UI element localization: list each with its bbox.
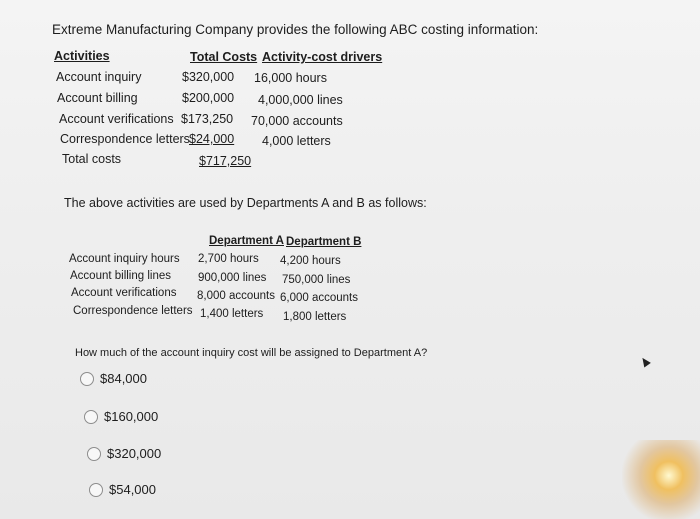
radio-button-icon[interactable] bbox=[80, 372, 94, 386]
answer-option-label: $54,000 bbox=[109, 482, 156, 497]
activity-driver: 70,000 accounts bbox=[251, 114, 343, 128]
mouse-pointer-icon bbox=[639, 356, 651, 368]
activity-driver: 16,000 hours bbox=[254, 71, 327, 85]
department-b-value: 750,000 lines bbox=[282, 274, 351, 286]
activity-name: Account inquiry bbox=[56, 70, 142, 84]
activity-driver: 4,000,000 lines bbox=[258, 93, 343, 107]
header-activities: Activities bbox=[54, 49, 110, 63]
radio-button-icon[interactable] bbox=[89, 483, 103, 497]
answer-option-label: $84,000 bbox=[100, 371, 147, 386]
answer-option[interactable] bbox=[84, 409, 158, 424]
activity-name: Correspondence letters bbox=[60, 132, 190, 146]
usage-intro-text: The above activities are used by Departments A and B as follows: bbox=[64, 196, 427, 210]
total-costs-label: Total costs bbox=[62, 152, 122, 166]
department-row-label: Account verifications bbox=[71, 287, 177, 299]
department-row-label: Account billing lines bbox=[70, 270, 172, 282]
answer-option[interactable] bbox=[80, 371, 147, 386]
answer-option-label: $320,000 bbox=[107, 446, 162, 461]
total-costs-value: $717,250 bbox=[199, 154, 252, 168]
department-b-value: 4,200 hours bbox=[280, 255, 341, 267]
department-b-value: 1,800 letters bbox=[283, 311, 347, 323]
header-activity-cost-drivers: Activity-cost drivers bbox=[262, 50, 383, 64]
radio-button-icon[interactable] bbox=[84, 410, 98, 424]
activity-cost: $24,000 bbox=[189, 132, 235, 146]
activity-name: Account verifications bbox=[59, 112, 174, 126]
activity-cost: $320,000 bbox=[182, 70, 235, 84]
activity-cost: $173,250 bbox=[181, 112, 234, 126]
activity-driver: 4,000 letters bbox=[262, 134, 331, 148]
answer-option[interactable] bbox=[89, 482, 156, 497]
answer-option[interactable] bbox=[87, 446, 161, 461]
activity-cost: $200,000 bbox=[182, 91, 235, 105]
activity-name: Account billing bbox=[57, 91, 138, 105]
header-department-b: Department B bbox=[286, 236, 362, 248]
answer-option-label: $160,000 bbox=[104, 409, 159, 424]
department-b-value: 6,000 accounts bbox=[280, 292, 359, 304]
department-row-label: Account inquiry hours bbox=[69, 253, 180, 265]
department-a-value: 1,400 letters bbox=[200, 308, 264, 320]
light-glare bbox=[622, 440, 700, 519]
department-row-label: Correspondence letters bbox=[73, 305, 193, 317]
department-a-value: 2,700 hours bbox=[198, 253, 259, 265]
department-a-value: 8,000 accounts bbox=[197, 290, 276, 302]
radio-button-icon[interactable] bbox=[87, 447, 101, 461]
question-text: How much of the account inquiry cost will be assigned to Department A? bbox=[75, 347, 428, 359]
department-a-value: 900,000 lines bbox=[198, 272, 267, 284]
header-department-a: Department A bbox=[209, 235, 284, 247]
intro-text: Extreme Manufacturing Company provides the following ABC costing information: bbox=[52, 22, 539, 37]
header-total-costs: Total Costs bbox=[190, 50, 258, 64]
